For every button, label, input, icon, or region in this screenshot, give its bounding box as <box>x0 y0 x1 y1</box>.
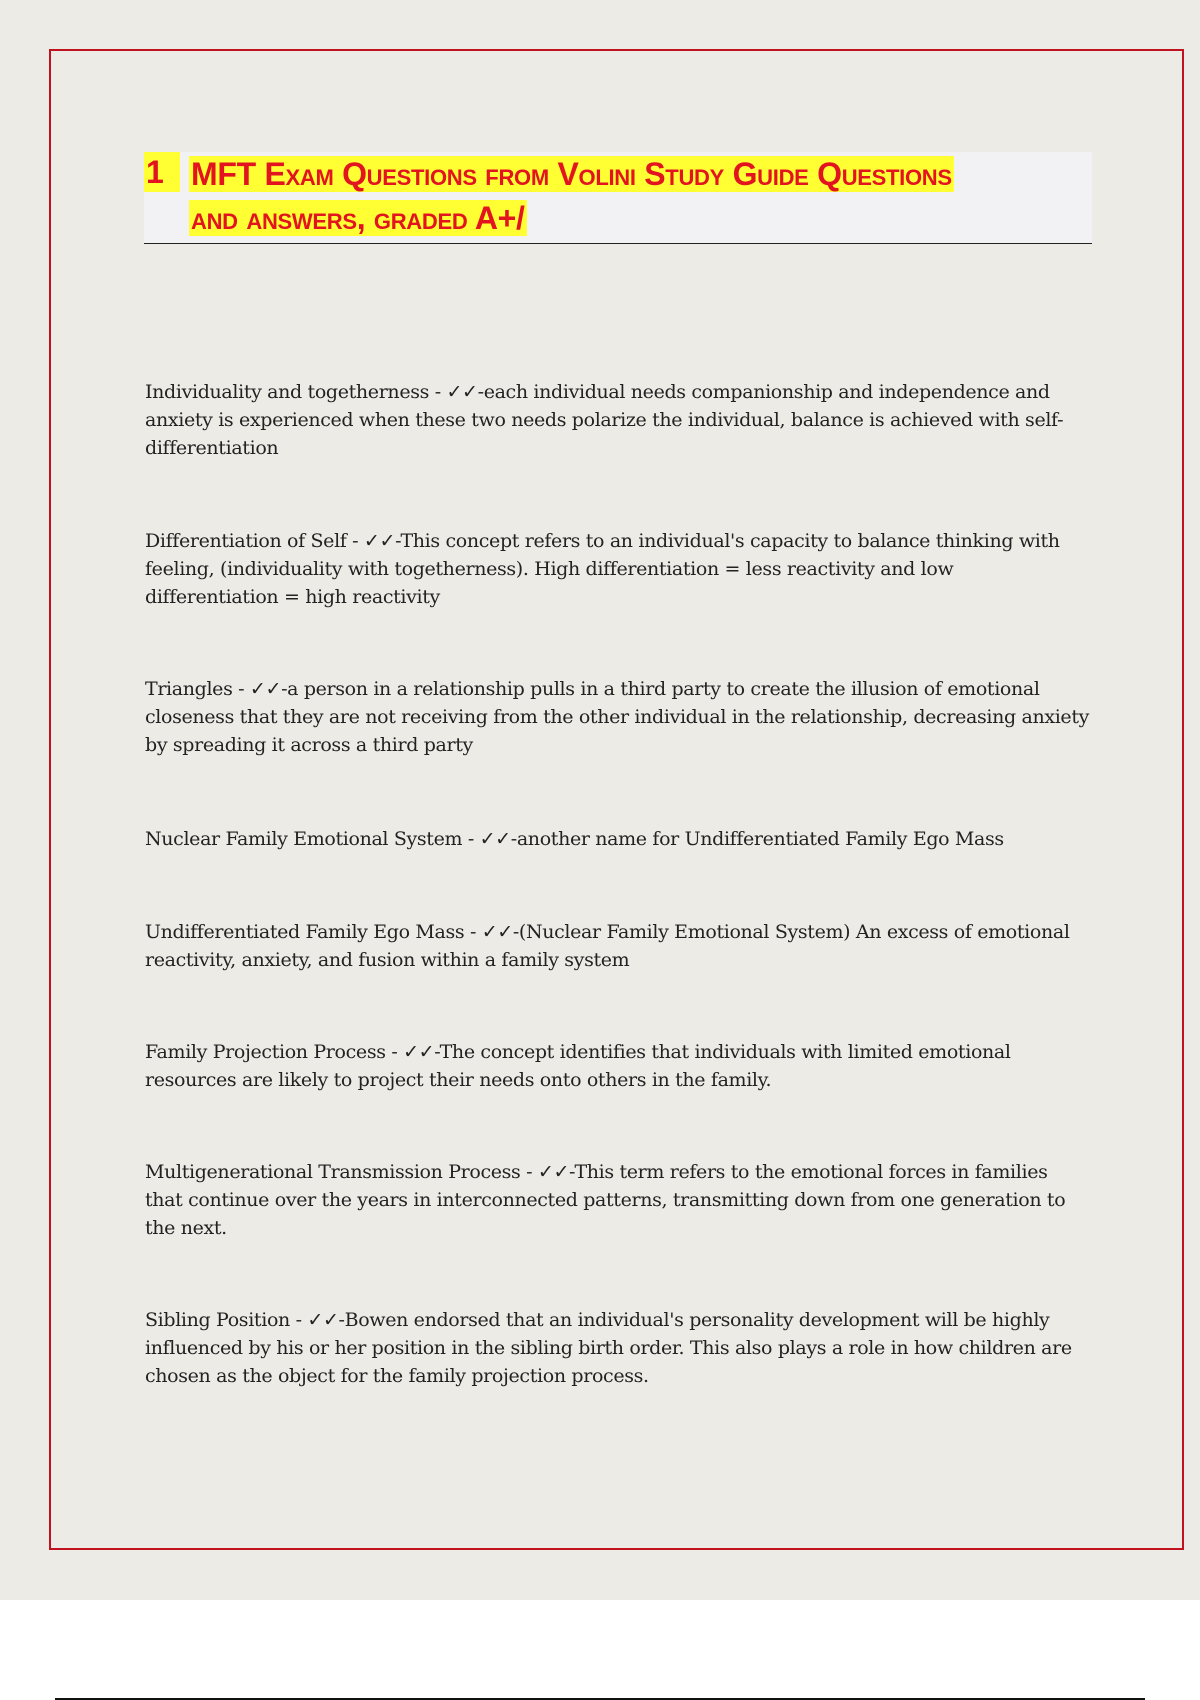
entry-definition: This concept refers to an individual's capacity to balance thinking with feeling, (individuality with togetherness). High differentiation = less reactivity and low differentiation = high reactivity <box>145 530 1060 608</box>
entry-separator: - ✓✓- <box>385 1041 440 1063</box>
entry-term: Nuclear Family Emotional System <box>145 828 463 850</box>
title-number: 1 <box>144 152 180 192</box>
qa-entry-individuality <box>145 378 1090 462</box>
entry-definition: The concept identifies that individuals with limited emotional resources are likely to project their needs onto others in the family. <box>145 1041 1011 1091</box>
title-highlight: MFT Exam Questions from Volini Study Guide Questions and answers, graded A+/ <box>191 156 952 236</box>
qa-entry-ego-mass <box>145 918 1090 974</box>
qa-entry-triangles <box>145 675 1090 759</box>
entry-separator: - ✓✓- <box>520 1161 575 1183</box>
entry-separator: - ✓✓- <box>429 381 484 403</box>
qa-entry-projection <box>145 1038 1090 1094</box>
entry-term: Triangles <box>145 678 233 700</box>
entry-separator: - ✓✓- <box>289 1309 345 1331</box>
entry-term: Undifferentiated Family Ego Mass <box>145 921 465 943</box>
entry-definition: a person in a relationship pulls in a third party to create the illusion of emotional closeness that they are not receiving from the other individual in the relationship, decreasing anxiety by spreading it across a third party <box>145 678 1089 756</box>
entry-term: Family Projection Process <box>145 1041 386 1063</box>
title-block <box>144 152 1092 244</box>
qa-entry-nuclear-family <box>145 825 1090 853</box>
entry-definition: another name for Undifferentiated Family Ego Mass <box>516 828 1004 850</box>
document-title <box>189 152 989 240</box>
entry-definition: Bowen endorsed that an individual's personality development will be highly influenced by his or her position in the sibling birth order. This also plays a role in how children are chosen as the object for the family projection process. <box>145 1309 1072 1387</box>
entry-term: Multigenerational Transmission Process <box>145 1161 521 1183</box>
entry-definition: (Nuclear Family Emotional System) An excess of emotional reactivity, anxiety, and fusion within a family system <box>145 921 1070 971</box>
entry-separator: - ✓✓- <box>232 678 288 700</box>
entry-term: Differentiation of Self <box>145 530 347 552</box>
entry-separator: - ✓✓- <box>464 921 519 943</box>
entry-definition: each individual needs companionship and independence and anxiety is experienced when these two needs polarize the individual, balance is achieved with self-differentiation <box>145 381 1064 459</box>
entry-term: Individuality and togetherness <box>145 381 430 403</box>
entry-term: Sibling Position <box>145 1309 290 1331</box>
qa-entry-sibling-position <box>145 1306 1090 1390</box>
entry-separator: - ✓✓- <box>462 828 517 850</box>
entry-definition: This term refers to the emotional forces in families that continue over the years in interconnected patterns, transmitting down from one generation to the next. <box>145 1161 1066 1239</box>
qa-entry-multigenerational <box>145 1158 1090 1242</box>
entry-separator: - ✓✓- <box>346 530 401 552</box>
qa-entry-differentiation <box>145 527 1090 611</box>
